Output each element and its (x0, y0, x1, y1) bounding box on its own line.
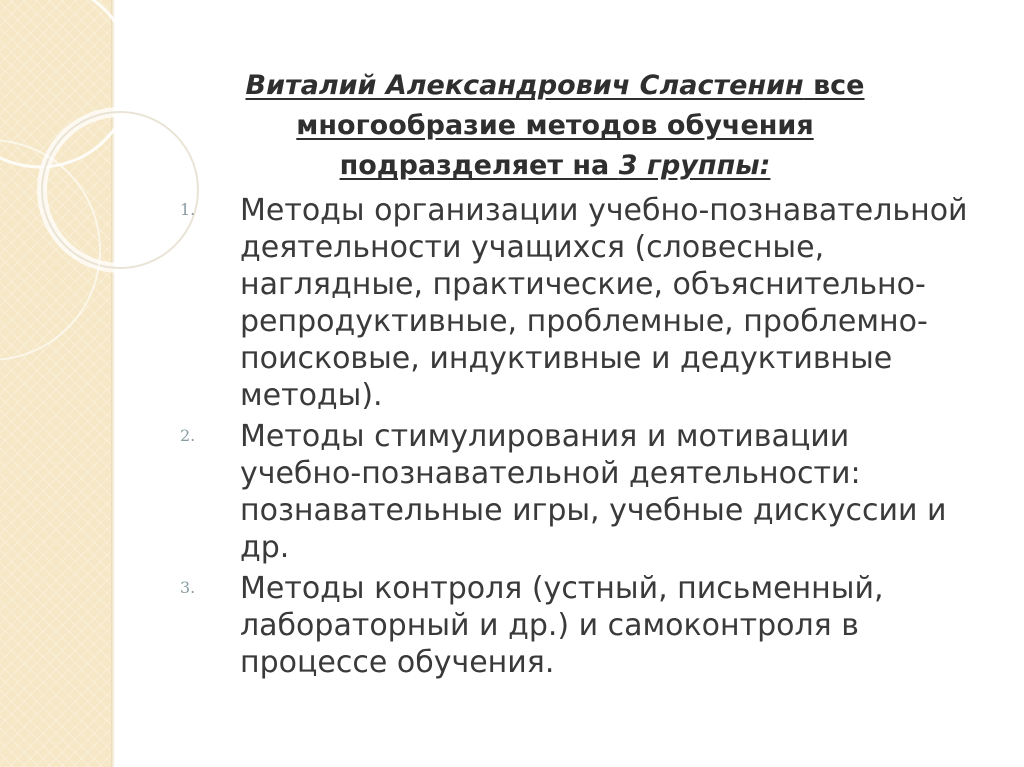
list-item-1 (150, 192, 990, 414)
list-item-2 (150, 418, 990, 566)
methods-list (150, 192, 990, 681)
list-text-1: Методы организации учебно-познавательной деятельности учащихся (словесные, наглядные, практические, объяснительно-репродуктивные, проблемные, проблемно-поисковые, индуктивные и дедуктивные методы). (240, 193, 968, 413)
heading-line-1 (130, 66, 980, 106)
heading-line-3-italic: 3 группы: (618, 150, 771, 181)
slide-heading (130, 66, 980, 186)
heading-line-1-rest: все (803, 70, 865, 101)
list-number-1: 1. (180, 200, 196, 219)
heading-line-2: многообразие методов обучения (296, 110, 814, 141)
slide-content (150, 66, 990, 685)
list-number-3: 3. (180, 578, 196, 597)
heading-line-3-plain: подразделяет на (339, 150, 619, 181)
list-text-2: Методы стимулирования и мотивации учебно-познавательной деятельности: познавательные игры, учебные дискуссии и др. (240, 419, 947, 565)
list-text-3: Методы контроля (устный, письменный, лабораторный и др.) и самоконтроля в процессе обучения. (240, 571, 884, 680)
list-number-2: 2. (180, 426, 196, 445)
heading-line-3 (130, 146, 980, 186)
author-name: Виталий Александрович Сластенин (245, 70, 804, 101)
list-item-3 (150, 570, 990, 681)
